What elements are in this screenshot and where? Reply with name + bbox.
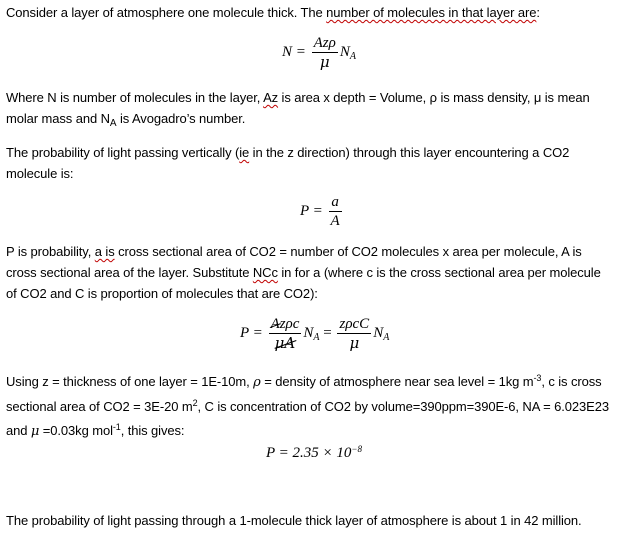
values-text-5: , C is concentration of CO2 by volume=390ppm=390E-6, NA = 6.023E23 [197,399,609,414]
definitions-line-2 [6,108,624,134]
values-line-2 [6,393,624,417]
eq1-fraction [312,34,338,71]
values-sup-3: -1 [112,422,121,432]
definitions-text-2: is area x depth = Volume, ρ is mass density, μ is mean [278,90,590,105]
eq4-sup: −8 [351,444,362,454]
probability-text-2: in the z direction) through this layer encountering a CO2 [249,145,570,160]
paragraph-values [6,368,624,442]
eq3-numerator-rest: zρc [279,316,300,332]
values-text-4: sectional area of CO2 = 3E-20 m [6,399,193,414]
eq3-rhs: N [373,324,384,341]
definitions-az: Az [263,90,279,105]
values-text-8: , this gives: [120,423,185,438]
probability-ie: ie [239,145,250,160]
eq3-fraction-1 [269,315,302,352]
eq3-numerator-1 [269,315,302,334]
paragraph-substitution [6,241,624,304]
eq3-equals: = [323,324,332,341]
substitution-text-3: cross sectional area of the layer. Substitute [6,265,253,280]
eq3-rhs-sub: A [383,331,390,343]
intro-underlined-text: number of molecules in that layer are [326,5,537,20]
equation-probability [300,193,344,230]
eq2-numerator: a [329,193,342,212]
substitution-text: P is probability, [6,244,95,259]
eq3-struck-a: A [270,316,280,332]
values-mu: μ [30,424,40,439]
definitions-sub: A [109,118,117,129]
eq3-denominator-2: μ [349,334,360,352]
paragraph-conclusion: The probability of light passing through a 1-molecule thick layer of atmosphere is about 1 in 42 million. [6,513,582,528]
probability-line-2: molecule is: [6,166,74,181]
equation-result [266,444,362,462]
substitution-text-2: cross sectional area of CO2 = number of CO2 molecules x area per molecule, A is [114,244,582,259]
eq2-denominator: A [330,213,340,229]
definitions-line-1 [6,87,624,108]
eq3-fraction-2 [337,315,371,352]
definitions-text-4: is Avogadro’s number. [116,111,246,126]
eq3-numerator-2: zρcC [339,316,370,332]
values-text-3: , c is cross [541,374,602,389]
definitions-text: Where N is number of molecules in the layer, [6,90,264,105]
eq1-denominator: μ [319,53,330,71]
intro-colon: : [536,5,540,20]
eq3-mid: N [303,324,314,341]
eq1-rhs-sub: A [349,50,356,62]
values-text: Using z = thickness of one layer = 1E-10m, [6,374,254,389]
probability-text: The probability of light passing vertically ( [6,145,240,160]
values-line-3 [6,417,624,442]
paragraph-definitions [6,87,624,134]
eq3-denominator-1 [269,334,302,352]
eq2-fraction [329,193,342,230]
values-line-1 [6,368,624,393]
substitution-text-4: in for a (where c is the cross sectional area per molecule [277,265,601,280]
eq1-lhs: N = [282,43,306,60]
values-rho: ρ [253,375,261,390]
values-sup-2: 2 [192,398,198,408]
eq1-rhs: N [339,43,350,60]
values-sup-1: -3 [533,373,542,383]
probability-line-1 [6,142,624,163]
substitution-line-2 [6,262,624,283]
paragraph-intro [6,2,624,23]
substitution-line-1 [6,241,624,262]
intro-text: Consider a layer of atmosphere one molecule thick. The [6,5,327,20]
substitution-line-3: of CO2 and C is proportion of molecules that are CO2): [6,286,318,301]
eq2-lhs: P = [300,202,323,219]
paragraph-probability [6,142,624,184]
eq1-numerator: Azρ [313,35,336,51]
eq4-text: P = 2.35 × 10 [266,445,352,461]
substitution-ncc: NCc [252,265,278,280]
definitions-text-3: molar mass and N [6,111,110,126]
eq3-mid-sub: A [313,331,320,343]
substitution-a-is: a is [94,244,115,259]
equation-number-of-molecules [282,34,356,71]
values-text-2: = density of atmosphere near sea level = 1kg m [260,374,534,389]
equation-substituted-probability [240,315,389,352]
eq3-lhs: P = [240,324,263,341]
eq3-struck-mu-a: μA [274,334,296,352]
values-text-6: and [6,423,31,438]
values-text-7: =0.03kg mol [39,423,113,438]
